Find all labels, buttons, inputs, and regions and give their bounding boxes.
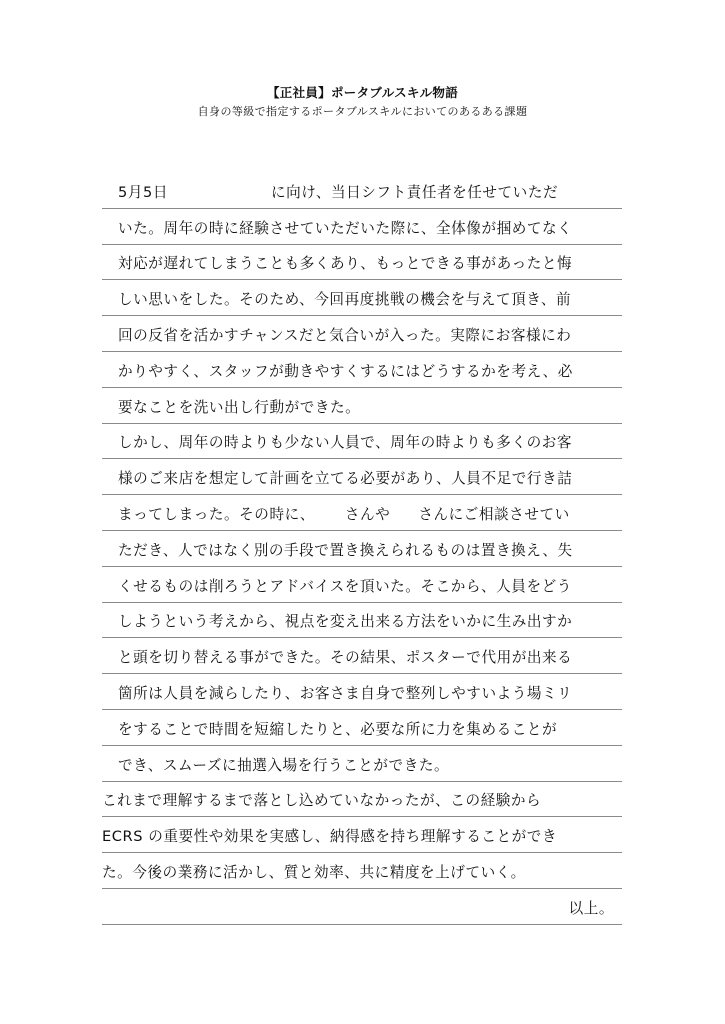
page-title [0, 83, 725, 101]
essay-body [102, 173, 622, 925]
essay-line-15: 箇所は人員を減らしたり、お客さま自身で整列しやすいよう場ミリ [102, 674, 622, 710]
essay-line-8: しかし、周年の時よりも少ない人員で、周年の時よりも多くのお客 [102, 424, 622, 460]
employment-tag: 【正社員】 [266, 85, 331, 100]
title-text: ポータブルスキル物語 [331, 85, 459, 100]
essay-closing-line [102, 889, 622, 925]
essay-line-13: しようという考えから、視点を変え出来る方法をいかに生み出すか [102, 603, 622, 639]
essay-line-1: 5月5日 に向け、当日シフト責任者を任せていただ [102, 173, 622, 209]
page-subtitle: 自身の等級で指定するポータブルスキルにおいてのあるある課題 [197, 105, 528, 118]
essay-line-10: まってしまった。その時に、 さんや さんにご相談させてい [102, 495, 622, 531]
essay-line-3: 対応が遅れてしまうことも多くあり、もっとできる事があったと悔 [102, 245, 622, 281]
essay-line-11: ただき、人ではなく別の手段で置き換えられるものは置き換え、失 [102, 531, 622, 567]
essay-line-6: かりやすく、スタッフが動きやすくするにはどうするかを考え、必 [102, 352, 622, 388]
closing-text: 以上。 [568, 899, 614, 917]
essay-line-17: でき、スムーズに抽選入場を行うことができた。 [102, 746, 622, 782]
essay-line-5: 回の反省を活かすチャンスだと気合いが入った。実際にお客様にわ [102, 316, 622, 352]
essay-line-18: これまで理解するまで落とし込めていなかったが、この経験から [102, 782, 622, 818]
essay-line-16: をすることで時間を短縮したりと、必要な所に力を集めることが [102, 710, 622, 746]
essay-line-9: 様のご来店を想定して計画を立てる必要があり、人員不足で行き詰 [102, 459, 622, 495]
essay-line-7: 要なことを洗い出し行動ができた。 [102, 388, 622, 424]
essay-line-2: いた。周年の時に経験させていただいた際に、全体像が掴めてなく [102, 209, 622, 245]
essay-date: 5月5日 [118, 183, 168, 201]
essay-line-12: くせるものは削ろうとアドバイスを頂いた。そこから、人員をどう [102, 567, 622, 603]
essay-line-19: ECRS の重要性や効果を実感し、納得感を持ち理解することができ [102, 817, 622, 853]
essay-line-4: しい思いをした。そのため、今回再度挑戦の機会を与えて頂き、前 [102, 280, 622, 316]
essay-line-14: と頭を切り替える事ができた。その結果、ポスターで代用が出来る [102, 638, 622, 674]
essay-line-20: た。今後の業務に活かし、質と効率、共に精度を上げていく。 [102, 853, 622, 889]
